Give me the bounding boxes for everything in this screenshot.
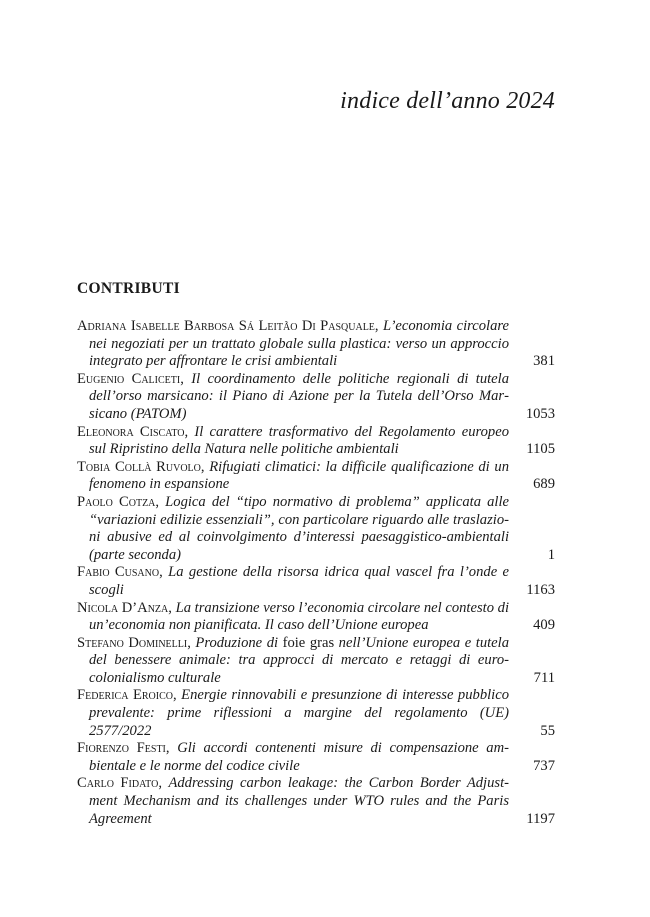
list-item: [77, 459, 555, 494]
entry-page-number: 1105: [526, 441, 555, 458]
entry-title-part: nell’Unione europea e tutela del benessere animale: tra approcci di mercato e retaggi di euro-colonialismo culturale: [89, 634, 509, 686]
entry-text: Nicola D’Anza, La transizione verso l’economia circolare nel contesto di un’economia non pianificata. Il caso dell’Unione europea: [77, 599, 510, 634]
entry-author: Eleonora Ciscato: [77, 423, 185, 440]
list-item: [77, 600, 555, 635]
entry-title: Energie rinnovabili e presunzione di interesse pubblico prevalente: prime riflessioni a margine del regolamento (UE) 2577/2022: [89, 687, 510, 739]
entry-page-number: 711: [533, 669, 555, 686]
entry-author: Eugenio Caliceti: [77, 370, 181, 387]
entry-page-number: 55: [540, 722, 555, 739]
entry-title: Addressing carbon leakage: the Carbon Border Adjustment Mechanism and its challenges under WTO rules and the Paris Agreement: [89, 775, 509, 827]
list-item: [77, 318, 555, 371]
entry-text: Carlo Fidato, Addressing carbon leakage: the Carbon Border Adjustment Mechanism and its challenges under WTO rules and the Paris Agreement: [77, 775, 509, 827]
entry-title: L’economia circolare nei negoziati per un trattato globale sulla plastica: verso un approccio integrato per affrontare le crisi ambientali: [89, 318, 510, 370]
entry-author: Nicola D’Anza: [77, 599, 169, 616]
entry-page-number: 381: [533, 353, 555, 370]
entry-title: Rifugiati climatici: la difficile qualificazione di un fenomeno in espansione: [89, 458, 510, 493]
section-heading: CONTRIBUTI: [77, 280, 180, 297]
entry-author: Fiorenzo Festi: [77, 740, 166, 757]
entry-title: Logica del “tipo normativo di problema” applicata alle “variazioni edilizie essenziali”, con particolare riguardo alle traslazioni abusive ed al coinvolgimento d’interessi paesaggistico-ambientali (parte seconda): [89, 493, 510, 563]
list-item: [77, 494, 555, 564]
entry-author: Carlo Fidato: [77, 775, 159, 792]
entry-page-number: 409: [533, 617, 555, 634]
entry-title: La transizione verso l’economia circolare nel contesto di un’economia non pianificata. Il caso dell’Unione europea: [89, 599, 510, 634]
entry-author: Federica Eroico: [77, 687, 173, 704]
entry-author: Tobia Collà Ruvolo: [77, 458, 201, 475]
list-item: [77, 424, 555, 459]
entry-title: Gli accordi contenenti misure di compensazione ambientale e le norme del codice civile: [89, 740, 510, 774]
entry-text: Eugenio Caliceti, Il coordinamento delle politiche regionali di tutela dell’orso marsicano: il Piano di Azione per la Tutela dell’Orso Marsicano (PATOM): [77, 370, 509, 422]
entry-title-foreign-term: foie gras: [282, 634, 335, 651]
contributions-list: [77, 318, 555, 828]
entry-page-number: 1197: [526, 810, 555, 827]
entry-title: La gestione della risorsa idrica qual vascel fra l’onde e scogli: [89, 564, 510, 598]
entry-page-number: 1053: [525, 405, 555, 422]
page-title: indice dell’anno 2024: [340, 88, 555, 114]
entry-text: Fiorenzo Festi, Gli accordi contenenti misure di compensazione ambientale e le norme del codice civile: [77, 740, 510, 774]
entry-title: Il coordinamento delle politiche regionali di tutela dell’orso marsicano: il Piano di Azione per la Tutela dell’Orso Marsicano (PATOM): [89, 370, 509, 422]
entry-text: Tobia Collà Ruvolo, Rifugiati climatici: la difficile qualificazione di un fenomeno in espansione: [77, 458, 510, 493]
entry-text: Adriana Isabelle Barbosa Sá Leitão Di Pasquale, L’economia circolare nei negoziati per un trattato globale sulla plastica: verso un approccio integrato per affrontare le crisi ambientali: [77, 318, 510, 370]
entry-text: Paolo Cotza, Logica del “tipo normativo di problema” applicata alle “variazioni edilizie essenziali”, con particolare riguardo alle traslazioni abusive ed al coinvolgimento d’interessi paesaggistico-ambientali (parte seconda): [77, 493, 510, 563]
list-item: [77, 687, 555, 740]
entry-page-number: 1163: [526, 581, 555, 598]
list-item: [77, 564, 555, 599]
entry-text: Eleonora Ciscato, Il carattere trasformativo del Regolamento europeo sul Ripristino della Natura nelle politiche ambientali: [77, 423, 509, 458]
entry-author: Paolo Cotza: [77, 493, 156, 510]
entry-text: Stefano Dominelli, Produzione di foie gras nell’Unione europea e tutela del benessere animale: tra approcci di mercato e retaggi di euro-colonialismo culturale: [77, 634, 509, 686]
list-item: [77, 775, 555, 828]
entry-title-part: Produzione di: [195, 634, 283, 651]
entry-title: Il carattere trasformativo del Regolamento europeo sul Ripristino della Natura nelle politiche ambientali: [89, 423, 509, 458]
entry-page-number: 1: [547, 546, 555, 563]
list-item: [77, 635, 555, 688]
entry-text: Federica Eroico, Energie rinnovabili e presunzione di interesse pubblico prevalente: prime riflessioni a margine del regolamento (UE) 2577/2022: [77, 687, 510, 739]
list-item: [77, 740, 555, 775]
entry-page-number: 689: [533, 476, 555, 493]
entry-author: Adriana Isabelle Barbosa Sá Leitão Di Pasquale: [77, 318, 375, 334]
entry-text: Fabio Cusano, La gestione della risorsa idrica qual vascel fra l’onde e scogli: [77, 564, 510, 598]
entry-author: Stefano Dominelli: [77, 634, 188, 651]
list-item: [77, 371, 555, 424]
entry-author: Fabio Cusano: [77, 564, 160, 581]
entry-page-number: 737: [533, 757, 555, 774]
